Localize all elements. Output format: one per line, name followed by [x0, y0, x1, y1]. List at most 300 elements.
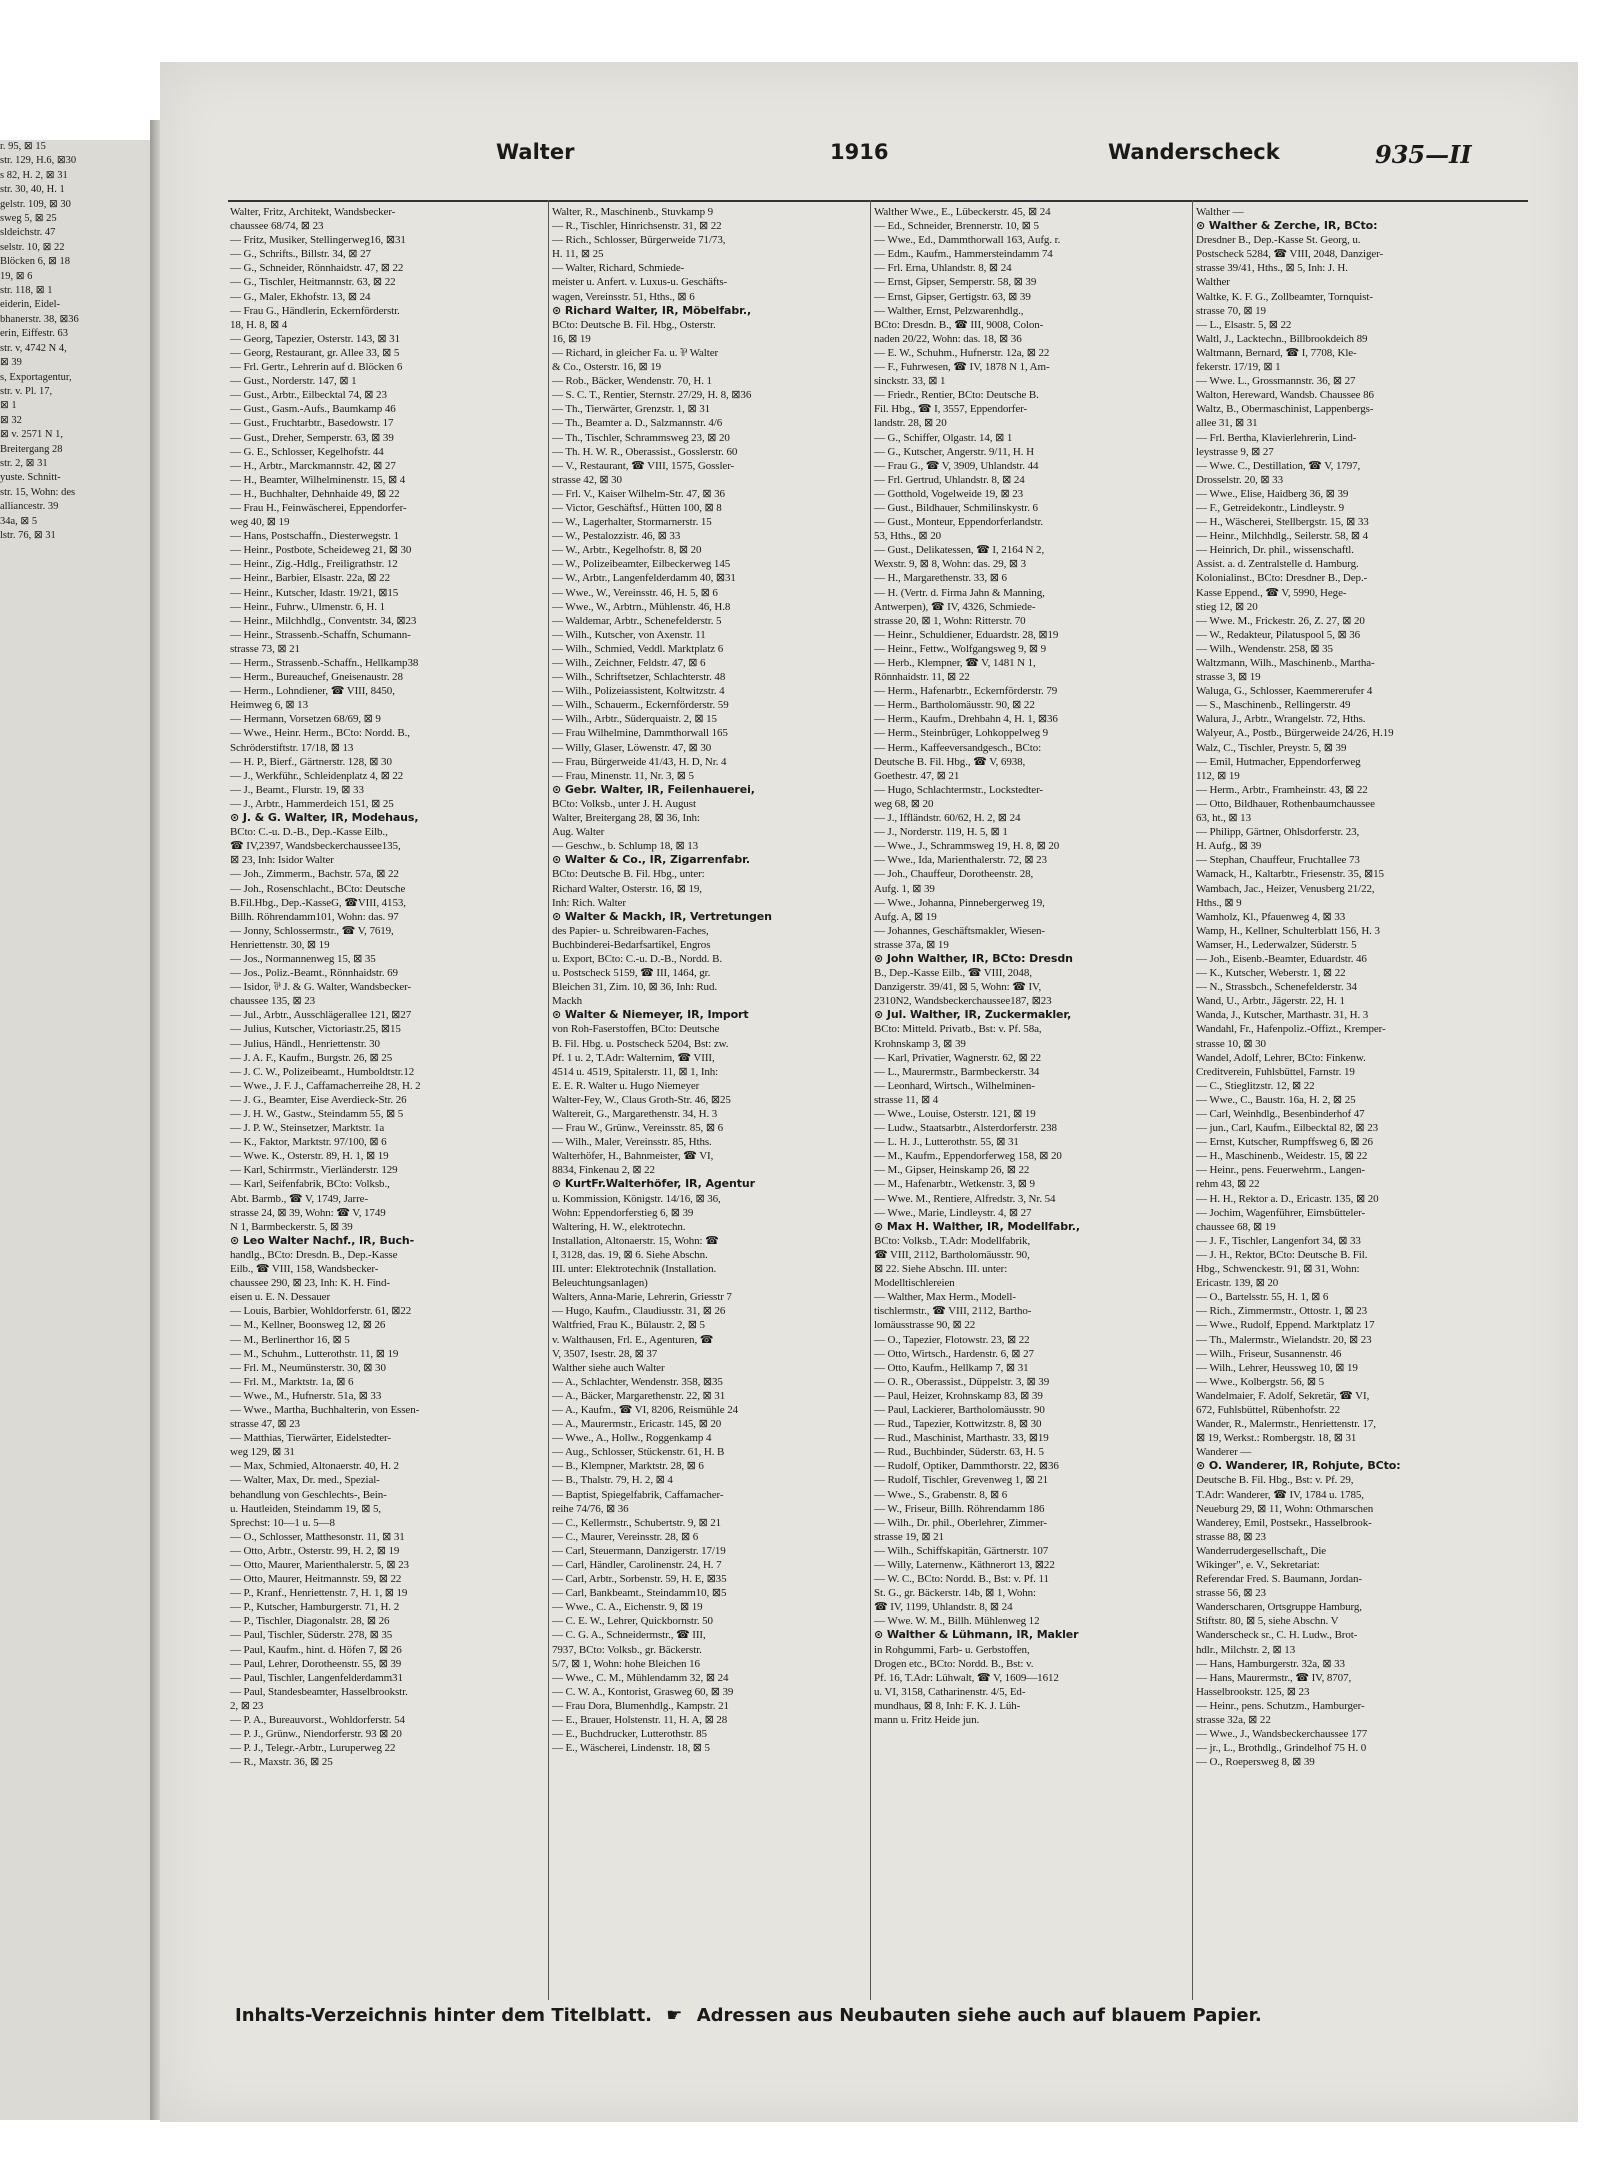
sliver-line: erin, Eiffestr. 63 [0, 328, 69, 340]
directory-entry: — Carl, Händler, Carolinenstr. 24, H. 7 [552, 1559, 722, 1571]
directory-entry: Krohnskamp 3, ⊠ 39 [874, 1037, 966, 1050]
directory-entry: Waltering, H. W., elektrotechn. [552, 1220, 686, 1233]
directory-entry: — Heinr., Schuldiener, Eduardstr. 28, ⊠19 [874, 628, 1059, 641]
directory-entry: — L. H. J., Lutterothstr. 55, ⊠ 31 [874, 1136, 1019, 1149]
sliver-line: ⊠ 32 [0, 414, 22, 426]
directory-entry: — jr., L., Brothdlg., Grindelhof 75 H. 0 [1196, 1742, 1367, 1755]
directory-entry: — Frl. M., Marktstr. 1a, ⊠ 6 [230, 1375, 354, 1388]
directory-entry: — Hans, Hamburgerstr. 32a, ⊠ 33 [1196, 1657, 1345, 1670]
directory-entry: — Herm., Steinbrüger, Lohkoppelweg 9 [874, 727, 1049, 740]
directory-entry: — S., Maschinenb., Rellingerstr. 49 [1196, 699, 1351, 712]
directory-entry: — Paul, Heizer, Krohnskamp 83, ⊠ 39 [874, 1389, 1043, 1402]
directory-column-3 [874, 205, 1192, 2005]
directory-entry: — P., Tischler, Diagonalstr. 28, ⊠ 26 [230, 1615, 390, 1628]
directory-entry: — H. H., Rektor a. D., Ericastr. 135, ⊠ 20 [1196, 1192, 1379, 1205]
directory-entry: leystrasse 9, ⊠ 27 [1196, 445, 1274, 458]
directory-entry: von Roh-Faserstoffen, BCto: Deutsche [552, 1023, 720, 1036]
directory-entry: — Heinr., Fuhrw., Ulmenstr. 6, H. 1 [230, 600, 385, 613]
directory-entry: BCto: Volksb., T.Adr: Modellfabrik, [874, 1234, 1031, 1247]
directory-entry: — R., Maxstr. 36, ⊠ 25 [230, 1756, 333, 1769]
directory-entry: — Willy, Glaser, Löwenstr. 47, ⊠ 30 [552, 741, 712, 754]
directory-entry: stieg 12, ⊠ 20 [1196, 600, 1258, 613]
directory-entry: — H., Wäscherei, Stellbergstr. 15, ⊠ 33 [1196, 516, 1369, 529]
directory-entry: Bleichen 31, Zim. 10, ⊠ 36, Inh: Rud. [552, 981, 718, 994]
directory-entry: Beleuchtungsanlagen) [552, 1277, 648, 1290]
directory-entry: Wamholz, Kl., Pfauenweg 4, ⊠ 33 [1196, 910, 1346, 923]
directory-entry: — Th. H. W. R., Oberassist., Gosslerstr. 60 [552, 445, 738, 458]
directory-entry: — Wilh., Maler, Vereinsstr. 85, Hths. [552, 1136, 712, 1149]
directory-entry: — Walter, Richard, Schmiede- [552, 262, 685, 275]
directory-entry: — W., Friseur, Billh. Röhrendamm 186 [874, 1502, 1045, 1515]
directory-entry: — Johannes, Geschäftsmakler, Wiesen- [874, 924, 1045, 937]
directory-entry: ⊙ Walter & Niemeyer, IR, Import [552, 1008, 749, 1022]
header-rule [228, 200, 1528, 202]
directory-entry: Waluga, G., Schlosser, Kaemmererufer 4 [1196, 685, 1373, 698]
page-footer [235, 2005, 1535, 2029]
directory-entry: — Herb., Klempner, ☎ V, 1481 N 1, [874, 657, 1036, 669]
directory-entry: Wambach, Jac., Heizer, Venusberg 21/22, [1196, 882, 1375, 895]
directory-entry: — Gust., Arbtr., Eilbecktal 74, ⊠ 23 [230, 389, 387, 402]
directory-entry: Modelltischlereien [874, 1277, 955, 1290]
directory-entry: — Hermann, Vorsetzen 68/69, ⊠ 9 [230, 713, 381, 726]
directory-entry: — G. E., Schlosser, Kegelhofstr. 44 [230, 445, 384, 458]
directory-entry: — L., Maurermstr., Barmbeckerstr. 34 [874, 1065, 1040, 1078]
directory-entry: v. Walthausen, Frl. E., Agenturen, ☎ [552, 1333, 714, 1346]
directory-entry: — Wwe., Marie, Lindleystr. 4, ⊠ 27 [874, 1206, 1032, 1219]
directory-entry: — Jul., Arbtr., Ausschlägerallee 121, ⊠27 [230, 1009, 412, 1022]
directory-entry: — Isidor, ⅌ J. & G. Walter, Wandsbecker- [230, 981, 412, 994]
directory-entry: Waltfried, Frau K., Bülaustr. 2, ⊠ 5 [552, 1319, 705, 1332]
directory-entry: Waltereit, G., Margarethenstr. 34, H. 3 [552, 1108, 718, 1120]
directory-entry: — C., Maurer, Vereinsstr. 28, ⊠ 6 [552, 1530, 699, 1543]
directory-entry: u. Hautleiden, Steindamm 19, ⊠ 5, [230, 1502, 382, 1515]
directory-entry: Wamp, H., Kellner, Schulterblatt 156, H. 3 [1196, 924, 1380, 937]
directory-entry: Waltz, B., Obermaschinist, Lappenbergs- [1196, 403, 1374, 416]
directory-entry: strasse 42, ⊠ 30 [552, 473, 622, 486]
directory-entry: — Georg, Tapezier, Osterstr. 143, ⊠ 31 [230, 332, 400, 345]
directory-entry: — Herm., Strassenb.-Schaffn., Hellkamp38 [230, 657, 419, 669]
directory-entry: — B., Thalstr. 79, H. 2, ⊠ 4 [552, 1474, 673, 1487]
directory-entry: — Heinr., Strassenb.-Schaffn, Schumann- [230, 628, 411, 641]
directory-entry: — Karl, Schirrmstr., Vierländerstr. 129 [230, 1164, 398, 1177]
directory-entry: — A., Bäcker, Margarethenstr. 22, ⊠ 31 [552, 1389, 726, 1402]
directory-entry: — Th., Tierwärter, Grenzstr. 1, ⊠ 31 [552, 403, 711, 416]
directory-entry: 7937, BCto: Volksb., gr. Bäckerstr. [552, 1643, 702, 1656]
directory-entry: — Wilh., Schiffskapitän, Gärtnerstr. 107 [874, 1544, 1049, 1557]
directory-entry: strasse 20, ⊠ 1, Wohn: Ritterstr. 70 [874, 614, 1026, 627]
directory-entry: — Paul, Kaufm., hint. d. Höfen 7, ⊠ 26 [230, 1643, 402, 1656]
directory-entry: Aufg. 1, ⊠ 39 [874, 882, 935, 895]
directory-entry: weg 129, ⊠ 31 [230, 1446, 295, 1459]
directory-entry: weg 40, ⊠ 19 [230, 516, 290, 529]
directory-entry: — Heinr., Fettw., Wolfgangsweg 9, ⊠ 9 [874, 642, 1047, 655]
directory-entry: meister u. Anfert. v. Luxus-u. Geschäfts- [552, 276, 728, 289]
directory-entry: — C. E. W., Lehrer, Quickbornstr. 50 [552, 1615, 713, 1628]
directory-entry: — J. F., Tischler, Langenfort 34, ⊠ 33 [1196, 1234, 1361, 1247]
directory-entry: — Hans, Maurermstr., ☎ IV, 8707, [1196, 1671, 1352, 1684]
directory-entry: — Frl. Gertrud, Uhlandstr. 8, ⊠ 24 [874, 473, 1025, 486]
directory-entry: Hths., ⊠ 9 [1196, 896, 1242, 909]
directory-entry: — Julius, Händl., Henriettenstr. 30 [230, 1037, 380, 1050]
directory-entry: Installation, Altonaerstr. 15, Wohn: ☎ [552, 1234, 719, 1247]
directory-entry: — Wwe., W., Vereinsstr. 46, H. 5, ⊠ 6 [552, 586, 718, 599]
directory-entry: — Wwe., Ed., Dammthorwall 163, Aufg. r. [874, 234, 1061, 247]
directory-entry: — Wilh., Wendenstr. 258, ⊠ 35 [1196, 642, 1333, 655]
directory-entry: ☎ VIII, 2112, Bartholomäusstr. 90, [874, 1248, 1030, 1261]
directory-entry: Walther siehe auch Walter [552, 1361, 665, 1374]
directory-entry: — Wwe. K., Osterstr. 89, H. 1, ⊠ 19 [230, 1150, 389, 1163]
directory-entry: handlg., BCto: Dresdn. B., Dep.-Kasse [230, 1248, 398, 1261]
sliver-line: sldeichstr. 47 [0, 227, 56, 239]
directory-entry: — J., Iffländstr. 60/62, H. 2, ⊠ 24 [874, 812, 1021, 825]
directory-entry: — J., Norderstr. 119, H. 5, ⊠ 1 [874, 826, 1008, 839]
directory-entry: — W., Redakteur, Pilatuspool 5, ⊠ 36 [1196, 628, 1361, 641]
directory-entry: — N., Strassbch., Schenefelderstr. 34 [1196, 981, 1357, 994]
directory-entry: — E., Brauer, Holstenstr. 11, H. A, ⊠ 28 [552, 1714, 728, 1727]
directory-entry: 672, Fuhlsbüttel, Rübenhofstr. 22 [1196, 1403, 1340, 1416]
directory-entry: 53, Hths., ⊠ 20 [874, 530, 941, 543]
directory-entry: — Wwe., Ida, Marienthalerstr. 72, ⊠ 23 [874, 854, 1047, 867]
directory-entry: — E., Buchdrucker, Lutterothstr. 85 [552, 1728, 707, 1741]
directory-entry: Walterhöfer, H., Bahnmeister, ☎ VI, [552, 1150, 714, 1163]
directory-entry: 8834, Finkenau 2, ⊠ 22 [552, 1164, 655, 1177]
directory-entry: — Hugo, Kaufm., Claudiusstr. 31, ⊠ 26 [552, 1305, 726, 1318]
directory-entry: — Frau G., Händlerin, Eckernförderstr. [230, 304, 400, 317]
directory-entry: — Frau, Bürgerweide 41/43, H. D, Nr. 4 [552, 755, 727, 768]
sliver-line: ⊠ 1 [0, 400, 17, 412]
directory-entry: — Fritz, Musiker, Stellingerweg16, ⊠31 [230, 234, 406, 247]
directory-entry: — Otto, Arbtr., Osterstr. 99, H. 2, ⊠ 19 [230, 1544, 400, 1557]
directory-entry: BCto: Mitteld. Privatb., Bst: v. Pf. 58a, [874, 1023, 1042, 1036]
directory-entry: Walther — [1196, 206, 1244, 218]
directory-entry: strasse 19, ⊠ 21 [874, 1530, 944, 1543]
directory-entry: Rönnhaidstr. 11, ⊠ 22 [874, 671, 970, 684]
directory-entry: — Heinr., Kutscher, Idastr. 19/21, ⊠15 [230, 586, 399, 599]
directory-entry: ⊙ Gebr. Walter, IR, Feilenhauerei, [552, 782, 755, 796]
directory-entry: tischlermstr., ☎ VIII, 2112, Bartho- [874, 1305, 1032, 1318]
directory-entry: — Wwe., M., Hufnerstr. 51a, ⊠ 33 [230, 1389, 382, 1402]
sliver-line: alliancestr. 39 [0, 501, 59, 513]
directory-entry: ⊙ O. Wanderer, IR, Rohjute, BCto: [1196, 1459, 1401, 1473]
directory-entry: — Otto, Kaufm., Hellkamp 7, ⊠ 31 [874, 1361, 1029, 1374]
directory-entry: — Wwe., Kolbergstr. 56, ⊠ 5 [1196, 1375, 1325, 1388]
directory-entry: — Karl, Seifenfabrik, BCto: Volksb., [230, 1178, 390, 1191]
directory-entry: — Wilh., Schriftsetzer, Schlachterstr. 48 [552, 671, 726, 684]
directory-entry: — Paul, Lackierer, Bartholomäusstr. 90 [874, 1403, 1045, 1416]
sliver-line: sweg 5, ⊠ 25 [0, 213, 57, 225]
directory-entry: strasse 24, ⊠ 39, Wohn: ☎ V, 1749 [230, 1206, 386, 1219]
directory-entry: Wanderrudergesellschaft,, Die [1196, 1544, 1327, 1557]
sliver-line: str. 2, ⊠ 31 [0, 457, 48, 469]
directory-entry: Inh: Rich. Walter [552, 896, 626, 909]
directory-entry: strasse 39/41, Hths., ⊠ 5, Inh: J. H. [1196, 262, 1348, 275]
directory-entry: — Wwe., Louise, Osterstr. 121, ⊠ 19 [874, 1108, 1036, 1120]
directory-entry: — E. W., Schuhm., Hufnerstr. 12a, ⊠ 22 [874, 346, 1050, 359]
directory-entry: Walz, C., Tischler, Preystr. 5, ⊠ 39 [1196, 741, 1347, 754]
directory-entry: Walther Wwe., E., Lübeckerstr. 45, ⊠ 24 [874, 206, 1051, 218]
sliver-line: bhanerstr. 38, ⊠36 [0, 313, 79, 325]
directory-entry: 2, ⊠ 23 [230, 1699, 264, 1712]
directory-entry: — Gust., Gasm.-Aufs., Baumkamp 46 [230, 403, 396, 416]
directory-entry: — Gotthold, Vogelweide 19, ⊠ 23 [874, 487, 1024, 500]
directory-entry: Eilb., ☎ VIII, 158, Wandsbecker- [230, 1263, 379, 1276]
directory-entry: — Th., Malermstr., Wielandstr. 20, ⊠ 23 [1196, 1333, 1372, 1346]
directory-entry: — Rud., Buchbinder, Süderstr. 63, H. 5 [874, 1446, 1044, 1459]
directory-entry: — Walther, Max Herm., Modell- [874, 1291, 1016, 1304]
directory-entry: Aufg. A, ⊠ 19 [874, 910, 937, 923]
directory-entry: BCto: Deutsche B. Fil. Hbg., unter: [552, 868, 705, 881]
directory-entry: — H. (Vertr. d. Firma Jahn & Manning, [874, 586, 1045, 599]
directory-entry: — Herm., Kaufm., Drehbahn 4, H. 1, ⊠36 [874, 713, 1058, 726]
directory-entry: BCto: C.-u. D.-B., Dep.-Kasse Eilb., [230, 826, 388, 839]
sliver-line: lstr. 76, ⊠ 31 [0, 529, 56, 541]
directory-entry: Drogen etc., BCto: Nordd. B., Bst: v. [874, 1657, 1034, 1670]
directory-entry: — Otto, Wirtsch., Hardenstr. 6, ⊠ 27 [874, 1347, 1034, 1360]
directory-entry: Walton, Hereward, Wandsb. Chaussee 86 [1196, 389, 1374, 402]
directory-entry: Walther [1196, 276, 1230, 289]
directory-entry: u. Postscheck 5159, ☎ III, 1464, gr. [552, 967, 711, 980]
directory-entry: Buchbinderei-Bedarfsartikel, Engros [552, 938, 711, 951]
directory-entry: — L., Elsastr. 5, ⊠ 22 [1196, 318, 1292, 331]
directory-entry: — Walther, Ernst, Pelzwarenhdlg., [874, 304, 1024, 317]
header-first-name: Walter [496, 140, 575, 164]
directory-entry: — H., Margarethenstr. 33, ⊠ 6 [874, 572, 1007, 585]
sliver-line: str. 30, 40, H. 1 [0, 184, 65, 196]
directory-entry: strasse 47, ⊠ 23 [230, 1418, 300, 1431]
directory-entry: — Matthias, Tierwärter, Eidelstedter- [230, 1432, 391, 1445]
directory-entry: — O., Bartelsstr. 55, H. 1, ⊠ 6 [1196, 1291, 1329, 1304]
directory-entry: — G., Schneider, Rönnhaidstr. 47, ⊠ 22 [230, 262, 404, 275]
directory-entry: — P. A., Bureauvorst., Wohldorferstr. 54 [230, 1714, 405, 1727]
directory-entry: strasse 11, ⊠ 4 [874, 1093, 939, 1106]
directory-entry: — K., Kutscher, Weberstr. 1, ⊠ 22 [1196, 967, 1346, 980]
directory-entry: chaussee 68/74, ⊠ 23 [230, 220, 324, 233]
directory-entry: strasse 56, ⊠ 23 [1196, 1587, 1266, 1600]
directory-entry: — Gust., Dreher, Semperstr. 63, ⊠ 39 [230, 431, 394, 444]
directory-entry: — Wwe., W., Arbtrn., Mühlenstr. 46, H.8 [552, 600, 731, 613]
directory-entry: des Papier- u. Schreibwaren-Faches, [552, 924, 709, 937]
directory-entry: Pf. 1 u. 2, T.Adr: Walternim, ☎ VIII, [552, 1051, 715, 1064]
directory-entry: B. Fil. Hbg. u. Postscheck 5204, Bst: zw. [552, 1037, 729, 1050]
sliver-line: 34a, ⊠ 5 [0, 515, 38, 527]
directory-entry: — Wwe. M., Rentiere, Alfredstr. 3, Nr. 54 [874, 1192, 1056, 1205]
directory-entry: — Ernst, Kutscher, Rumpffsweg 6, ⊠ 26 [1196, 1136, 1373, 1149]
directory-entry: Drosselstr. 20, ⊠ 33 [1196, 473, 1283, 486]
directory-entry: 18, H. 8, ⊠ 4 [230, 318, 288, 331]
directory-entry: B.Fil.Hbg., Dep.-KasseG, ☎VIII, 4153, [230, 896, 406, 909]
directory-entry: Neueburg 29, ⊠ 11, Wohn: Othmarschen [1196, 1502, 1374, 1515]
directory-entry: Wamack, H., Kaltarbtr., Friesenstr. 35, ⊠15 [1196, 868, 1384, 881]
directory-entry: — Aug., Schlosser, Stückenstr. 61, H. B [552, 1446, 725, 1459]
directory-entry: u. Export, BCto: C.-u. D.-B., Nordd. B. [552, 952, 722, 965]
directory-entry: III. unter: Elektrotechnik (Installation. [552, 1263, 717, 1276]
directory-entry: Kolonialinst., BCto: Dresdner B., Dep.- [1196, 572, 1368, 585]
directory-entry: Walters, Anna-Marie, Lehrerin, Griesstr 7 [552, 1291, 732, 1304]
directory-entry: — Georg, Restaurant, gr. Allee 33, ⊠ 5 [230, 346, 400, 359]
directory-entry: — Heinr., Zig.-Hdlg., Freiligrathstr. 12 [230, 558, 398, 571]
directory-entry: Billh. Röhrendamm101, Wohn: das. 97 [230, 910, 399, 923]
directory-entry: Walter-Fey, W., Claus Groth-Str. 46, ⊠25 [552, 1093, 731, 1106]
directory-entry: — J. G., Beamter, Eise Averdieck-Str. 26 [230, 1093, 407, 1106]
directory-entry: Wanderer — [1196, 1446, 1252, 1459]
directory-entry: Wandelmaier, F. Adolf, Sekretär, ☎ VI, [1196, 1389, 1370, 1402]
directory-entry: — S. C. T., Rentier, Sternstr. 27/29, H. 8, ⊠36 [552, 389, 752, 402]
directory-entry: — Heinr., Barbier, Elsastr. 22a, ⊠ 22 [230, 572, 390, 585]
directory-entry: — Th., Beamter a. D., Salzmannstr. 4/6 [552, 417, 723, 430]
directory-entry: — M., Berlinerthor 16, ⊠ 5 [230, 1333, 350, 1346]
directory-entry: — Wwe., J. F. J., Caffamacherreihe 28, H. 2 [230, 1079, 421, 1092]
directory-entry: — Geschw., b. Schlump 18, ⊠ 13 [552, 840, 699, 853]
directory-entry: — Joh., Eisenb.-Beamter, Eduardstr. 46 [1196, 952, 1367, 965]
directory-entry: — W., Lagerhalter, Stormarnerstr. 15 [552, 516, 712, 529]
directory-entry: Waltl, J., Lacktechn., Billbrookdeich 89 [1196, 332, 1368, 345]
directory-entry: — Wwe., J., Wandsbeckerchaussee 177 [1196, 1728, 1368, 1741]
directory-entry: 2310N2, Wandsbeckerchaussee187, ⊠23 [874, 995, 1052, 1008]
directory-entry: Creditverein, Fuhlsbüttel, Farnstr. 19 [1196, 1065, 1355, 1078]
directory-entry: Wandahl, Fr., Hafenpoliz.-Offizt., Kremper- [1196, 1023, 1386, 1036]
directory-entry: Wander, R., Malermstr., Henriettenstr. 17, [1196, 1418, 1376, 1431]
running-header [230, 140, 1530, 180]
directory-entry: — A., Schlachter, Wendenstr. 358, ⊠35 [552, 1375, 723, 1388]
directory-entry: Wanderey, Emil, Postsekr., Hasselbrook- [1196, 1516, 1372, 1529]
directory-entry: — Rudolf, Optiker, Dammthorstr. 22, ⊠36 [874, 1460, 1059, 1473]
directory-entry: — F., Getreidekontr., Lindleystr. 9 [1196, 501, 1345, 514]
directory-entry: strasse 10, ⊠ 30 [1196, 1037, 1266, 1050]
directory-entry: ⊙ Walter & Mackh, IR, Vertretungen [552, 909, 772, 923]
directory-entry: — Wwe. C., Destillation, ☎ V, 1797, [1196, 459, 1361, 472]
directory-entry: ⊙ Richard Walter, IR, Möbelfabr., [552, 303, 752, 317]
directory-column-2 [552, 205, 870, 2005]
directory-entry: Ericastr. 139, ⊠ 20 [1196, 1277, 1279, 1290]
directory-entry: naden 20/22, Wohn: das. 18, ⊠ 36 [874, 332, 1022, 345]
directory-entry: Assist. a. d. Zentralstelle d. Hamburg. [1196, 558, 1359, 571]
sliver-line: str. 129, H.6, ⊠30 [0, 155, 77, 167]
directory-entry: — B., Klempner, Marktstr. 28, ⊠ 6 [552, 1460, 704, 1473]
directory-entry: Mackh [552, 995, 583, 1008]
sliver-line: 19, ⊠ 6 [0, 270, 33, 282]
directory-entry: — Wwe., Elise, Haidberg 36, ⊠ 39 [1196, 487, 1349, 500]
directory-entry: — Walter, Max, Dr. med., Spezial- [230, 1474, 380, 1487]
directory-entry: — Heinr., pens. Feuerwehrm., Langen- [1196, 1164, 1365, 1177]
directory-entry: Walura, J., Arbtr., Wrangelstr. 72, Hths. [1196, 713, 1366, 726]
directory-entry: ☎ IV,2397, Wandsbeckerchaussee135, [230, 840, 401, 853]
directory-entry: — Ernst, Gipser, Gertigstr. 63, ⊠ 39 [874, 290, 1031, 303]
directory-entry: mundhaus, ⊠ 8, Inh: F. K. J. Lüh- [874, 1699, 1021, 1712]
footer-index-note: Inhalts-Verzeichnis hinter dem Titelblatt. [235, 2005, 653, 2026]
directory-entry: — Jochim, Wagenführer, Eimsbütteler- [1196, 1206, 1366, 1219]
directory-entry: ⊙ John Walther, IR, BCto: Dresdn [874, 951, 1073, 965]
directory-entry: — Wilh., Zeichner, Feldstr. 47, ⊠ 6 [552, 657, 706, 669]
directory-entry: — Wwe., C., Baustr. 16a, H. 2, ⊠ 25 [1196, 1093, 1356, 1106]
directory-entry: — K., Faktor, Marktstr. 97/100, ⊠ 6 [230, 1136, 387, 1149]
directory-entry: Heimweg 6, ⊠ 13 [230, 699, 308, 712]
directory-entry: — Gust., Norderstr. 147, ⊠ 1 [230, 375, 357, 388]
directory-entry: — Herm., Bureauchef, Gneisenaustr. 28 [230, 671, 403, 684]
directory-entry: Walter, Breitergang 28, ⊠ 36, Inh: [552, 812, 700, 825]
directory-entry: Richard Walter, Osterstr. 16, ⊠ 19, [552, 882, 702, 895]
directory-entry: — J., Beamt., Flurstr. 19, ⊠ 33 [230, 783, 364, 796]
directory-entry: — G., Schiffer, Olgastr. 14, ⊠ 1 [874, 431, 1013, 444]
sliver-line: str. v. Pl. 17, [0, 385, 53, 397]
sliver-line: ⊠ 39 [0, 357, 22, 369]
directory-entry: Sprechst: 10—1 u. 5—8 [230, 1516, 335, 1529]
sliver-line: yuste. Schnitt- [0, 472, 61, 484]
directory-entry: — Carl, Steuermann, Danzigerstr. 17/19 [552, 1544, 726, 1557]
pointing-hand-icon: ☛ [666, 2005, 683, 2026]
directory-entry: — W. C., BCto: Nordd. B., Bst: v. Pf. 11 [874, 1573, 1049, 1586]
directory-entry: Wand, U., Arbtr., Jägerstr. 22, H. 1 [1196, 995, 1345, 1008]
directory-entry: E. E. R. Walter u. Hugo Niemeyer [552, 1079, 700, 1092]
directory-entry: — Emil, Hutmacher, Eppendorferweg [1196, 755, 1361, 768]
directory-entry: — Frau Wilhelmine, Dammthorwall 165 [552, 727, 728, 740]
directory-entry: ⊠ 19, Werkst.: Rombergstr. 18, ⊠ 31 [1196, 1432, 1357, 1445]
directory-entry: — Frl. Erna, Uhlandstr. 8, ⊠ 24 [874, 262, 1012, 275]
directory-entry: — Ernst, Gipser, Semperstr. 58, ⊠ 39 [874, 276, 1037, 289]
directory-entry: BCto: Volksb., unter J. H. August [552, 797, 696, 810]
directory-entry: Postscheck 5284, ☎ VIII, 2048, Danziger- [1196, 248, 1384, 261]
directory-entry: ⊙ Max H. Walther, IR, Modellfabr., [874, 1219, 1080, 1233]
directory-entry: — H., Arbtr., Marckmannstr. 42, ⊠ 27 [230, 459, 396, 472]
directory-entry: — H., Buchhalter, Dehnhaide 49, ⊠ 22 [230, 487, 400, 500]
directory-entry: fekerstr. 17/19, ⊠ 1 [1196, 361, 1281, 374]
sliver-line: r. 95, ⊠ 15 [0, 141, 46, 152]
directory-entry: — Wwe. M., Frickestr. 26, Z. 27, ⊠ 20 [1196, 614, 1365, 627]
directory-entry: — Frl. Bertha, Klavierlehrerin, Lind- [1196, 431, 1357, 444]
directory-entry: — H., Maschinenb., Weidestr. 15, ⊠ 22 [1196, 1150, 1368, 1163]
sliver-line: str. 15, Wohn: des [0, 486, 76, 498]
directory-entry: — Ludw., Staatsarbtr., Alsterdorferstr. 238 [874, 1122, 1057, 1135]
sliver-line: ⊠ v. 2571 N 1, [0, 429, 63, 441]
directory-entry: — W., Pestalozzistr. 46, ⊠ 33 [552, 530, 681, 543]
directory-entry: Wexstr. 9, ⊠ 8, Wohn: das. 29, ⊠ 3 [874, 558, 1027, 571]
directory-entry: — Heinr., Milchhdlg., Conventstr. 34, ⊠23 [230, 614, 417, 627]
directory-entry: V, 3507, Isestr. 28, ⊠ 37 [552, 1347, 658, 1360]
directory-entry: Referendar Fred. S. Baumann, Jordan- [1196, 1573, 1362, 1586]
directory-entry: — C., Kellermstr., Schubertstr. 9, ⊠ 21 [552, 1516, 722, 1529]
directory-entry: — Edm., Kaufm., Hammersteindamm 74 [874, 248, 1053, 261]
directory-entry: strasse 37a, ⊠ 19 [874, 938, 949, 951]
directory-entry: — Gust., Delikatessen, ☎ I, 2164 N 2, [874, 544, 1045, 557]
directory-entry: Stiftstr. 80, ⊠ 5, siehe Abschn. V [1196, 1615, 1339, 1628]
directory-entry: — O. R., Oberassist., Düppelstr. 3, ⊠ 39 [874, 1375, 1050, 1388]
directory-entry: — M., Gipser, Heinskamp 26, ⊠ 22 [874, 1164, 1030, 1177]
directory-entry: chaussee 290, ⊠ 23, Inh: K. H. Find- [230, 1277, 390, 1290]
directory-entry: — Friedr., Rentier, BCto: Deutsche B. [874, 389, 1039, 402]
directory-entry: landstr. 28, ⊠ 20 [874, 417, 947, 430]
directory-entry: — Rudolf, Tischler, Grevenweg 1, ⊠ 21 [874, 1474, 1049, 1487]
directory-entry: — Rich., Schlosser, Bürgerweide 71/73, [552, 234, 726, 247]
directory-entry: — Wwe., Rudolf, Eppend. Marktplatz 17 [1196, 1319, 1375, 1332]
directory-entry: — J. H. W., Gastw., Steindamm 55, ⊠ 5 [230, 1108, 404, 1120]
directory-entry: — Wilh., Friseur, Susannenstr. 46 [1196, 1347, 1342, 1360]
header-last-name: Wanderscheck [1108, 140, 1280, 164]
directory-entry: Aug. Walter [552, 826, 605, 839]
directory-entry: — C., Stieglitzstr. 12, ⊠ 22 [1196, 1079, 1315, 1092]
directory-entry: 112, ⊠ 19 [1196, 769, 1240, 782]
sliver-line: selstr. 10, ⊠ 22 [0, 241, 65, 253]
directory-entry: — Wwe., Johanna, Pinnebergerweg 19, [874, 896, 1045, 909]
directory-entry: — Paul, Lehrer, Dorotheenstr. 55, ⊠ 39 [230, 1657, 402, 1670]
directory-entry: — Heinrich, Dr. phil., wissenschaftl. [1196, 544, 1354, 557]
sliver-line: str. v, 4742 N 4, [0, 342, 67, 354]
directory-entry: — Wwe., C. M., Mühlendamm 32, ⊠ 24 [552, 1671, 729, 1684]
directory-entry: N 1, Barmbeckerstr. 5, ⊠ 39 [230, 1220, 353, 1233]
directory-entry: Goethestr. 47, ⊠ 21 [874, 769, 960, 782]
directory-entry: — Wwe., J., Schrammsweg 19, H. 8, ⊠ 20 [874, 840, 1060, 853]
directory-entry: — Stephan, Chauffeur, Fruchtallee 73 [1196, 854, 1360, 867]
directory-entry: — Paul, Tischler, Süderstr. 278, ⊠ 35 [230, 1629, 393, 1642]
column-divider [870, 200, 871, 2000]
